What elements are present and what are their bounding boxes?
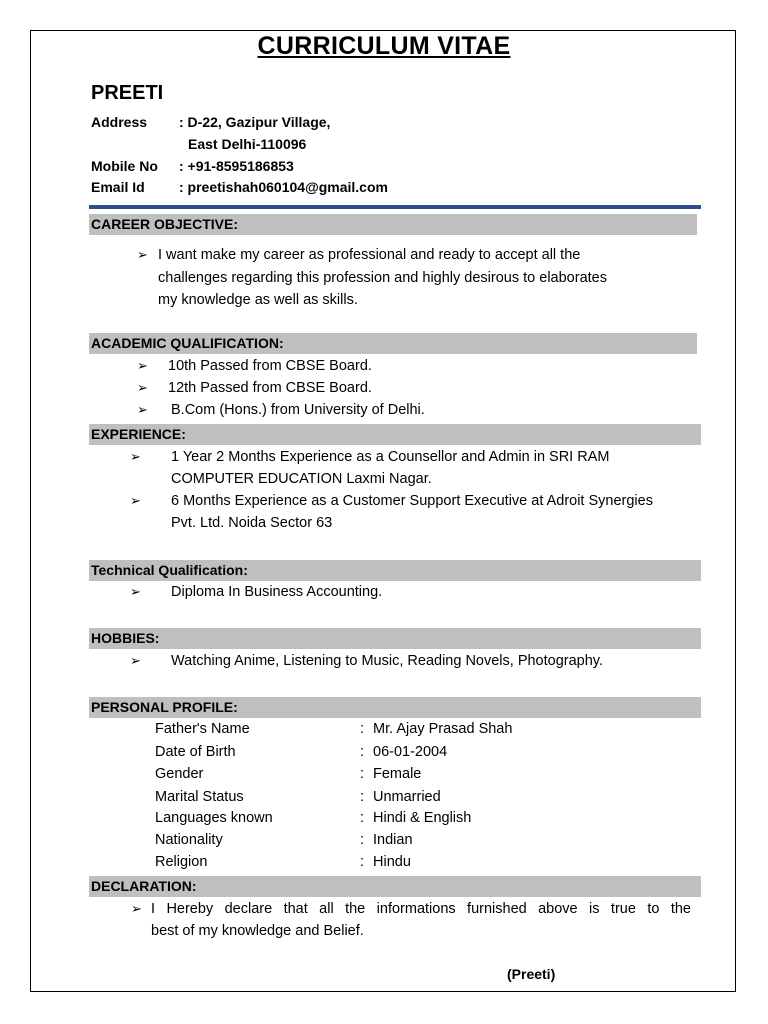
bullet-arrow-icon: ➢ xyxy=(137,402,148,417)
bullet-arrow-icon: ➢ xyxy=(137,380,148,395)
bullet-arrow-icon: ➢ xyxy=(130,653,141,668)
header-divider xyxy=(89,205,701,209)
bullet-arrow-icon: ➢ xyxy=(137,358,148,373)
profile-separator: : xyxy=(360,832,365,848)
document-title: CURRICULUM VITAE xyxy=(257,32,511,60)
objective-line: I want make my career as professional and ready to accept all the xyxy=(158,247,581,263)
experience-item-line: 6 Months Experience as a Customer Support Executive at Adroit Synergies xyxy=(171,493,653,509)
hobbies-heading: HOBBIES: xyxy=(89,628,701,649)
profile-label: Religion xyxy=(155,854,208,870)
academic-item: 10th Passed from CBSE Board. xyxy=(168,358,372,374)
declaration-line: best of my knowledge and Belief. xyxy=(151,923,364,939)
academic-item: 12th Passed from CBSE Board. xyxy=(168,380,372,396)
address-label: Address xyxy=(91,114,148,130)
profile-value: 06-01-2004 xyxy=(373,744,448,760)
email-label: Email Id xyxy=(91,179,145,195)
objective-line: my knowledge as well as skills. xyxy=(158,292,358,308)
profile-value: Mr. Ajay Prasad Shah xyxy=(373,721,513,737)
technical-heading: Technical Qualification: xyxy=(89,560,701,581)
academic-item: B.Com (Hons.) from University of Delhi. xyxy=(171,402,425,418)
profile-value: Female xyxy=(373,766,422,782)
profile-separator: : xyxy=(360,721,365,737)
bullet-arrow-icon: ➢ xyxy=(130,449,141,464)
email-address: : preetishah060104@gmail.com xyxy=(179,179,388,195)
mobile-label: Mobile No xyxy=(91,158,158,174)
address-line-1: : D-22, Gazipur Village, xyxy=(179,114,331,130)
mobile-row xyxy=(91,156,294,176)
profile-separator: : xyxy=(360,789,365,805)
profile-value: Hindu xyxy=(373,854,411,870)
technical-item: Diploma In Business Accounting. xyxy=(171,584,383,600)
academic-heading: ACADEMIC QUALIFICATION: xyxy=(89,333,697,354)
profile-separator: : xyxy=(360,744,365,760)
profile-label: Marital Status xyxy=(155,789,244,805)
mobile-number: : +91-8595186853 xyxy=(179,158,294,174)
profile-label: Languages known xyxy=(155,810,273,826)
objective-line: challenges regarding this profession and highly desirous to elaborates xyxy=(158,270,607,286)
experience-heading: EXPERIENCE: xyxy=(89,424,701,445)
bullet-arrow-icon: ➢ xyxy=(130,584,141,599)
profile-label: Father's Name xyxy=(155,721,250,737)
candidate-name: PREETI xyxy=(91,82,164,104)
profile-value: Indian xyxy=(373,832,413,848)
experience-item-line: Pvt. Ltd. Noida Sector 63 xyxy=(171,515,333,531)
bullet-arrow-icon: ➢ xyxy=(137,247,148,262)
hobbies-item: Watching Anime, Listening to Music, Reading Novels, Photography. xyxy=(171,653,604,669)
declaration-line: I Hereby declare that all the informations furnished above is true to the xyxy=(151,901,691,917)
declaration-heading: DECLARATION: xyxy=(89,876,701,897)
address-line-2: East Delhi-110096 xyxy=(188,136,307,152)
profile-label: Gender xyxy=(155,766,204,782)
profile-label: Date of Birth xyxy=(155,744,236,760)
address-row xyxy=(91,112,330,132)
experience-item-line: 1 Year 2 Months Experience as a Counsellor and Admin in SRI RAM xyxy=(171,449,610,465)
profile-value: Unmarried xyxy=(373,789,441,805)
bullet-arrow-icon: ➢ xyxy=(131,901,142,916)
personal-profile-heading: PERSONAL PROFILE: xyxy=(89,697,701,718)
experience-item-line: COMPUTER EDUCATION Laxmi Nagar. xyxy=(171,471,432,487)
signature: (Preeti) xyxy=(507,966,556,982)
career-objective-heading: CAREER OBJECTIVE: xyxy=(89,214,697,235)
profile-separator: : xyxy=(360,766,365,782)
email-row xyxy=(91,177,388,197)
profile-label: Nationality xyxy=(155,832,223,848)
profile-separator: : xyxy=(360,810,365,826)
profile-separator: : xyxy=(360,854,365,870)
profile-value: Hindi & English xyxy=(373,810,472,826)
bullet-arrow-icon: ➢ xyxy=(130,493,141,508)
